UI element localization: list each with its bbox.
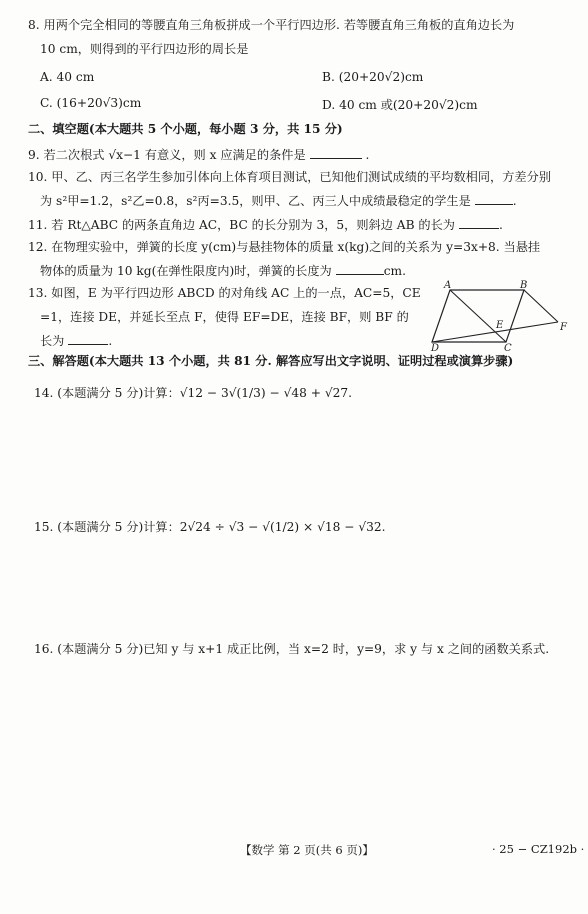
q10-line1: 10. 甲、乙、丙三名学生参加引体向上体育项目测试，已知他们测试成绩的平均数相同，方差分别 bbox=[28, 170, 551, 184]
section-answer-title: 三、解答题(本大题共 13 个小题，共 81 分. 解答应写出文字说明、证明过程或演算步骤) bbox=[28, 354, 514, 368]
section-fill-in-title: 二、填空题(本大题共 5 个小题，每小题 3 分，共 15 分) bbox=[28, 122, 343, 136]
q13-line3 bbox=[40, 332, 112, 350]
label-d: D bbox=[431, 343, 440, 354]
q15: 15. (本题满分 5 分)计算：2√24 ÷ √3 − √(1/2) × √18 − √32. bbox=[34, 520, 386, 534]
q12-line2-text: 物体的质量为 10 kg(在弹性限度内)时，弹簧的长度为 bbox=[40, 264, 332, 278]
q10-line2-text: 为 s²甲=1.2，s²乙=0.8，s²丙=3.5，则甲、乙、丙三人中成绩最稳定的学生是 bbox=[40, 194, 471, 208]
label-f: F bbox=[560, 322, 567, 333]
q8-line1: 8. 用两个完全相同的等腰直角三角板拼成一个平行四边形. 若等腰直角三角板的直角边长为 bbox=[28, 18, 515, 32]
page-footer-right: · 25 − CZ192b · bbox=[492, 842, 585, 856]
q16: 16. (本题满分 5 分)已知 y 与 x+1 成正比例，当 x=2 时，y=9，求 y 与 x 之间的函数关系式. bbox=[34, 642, 550, 656]
q14: 14. (本题满分 5 分)计算：√12 − 3√(1/3) − √48 + √27. bbox=[34, 386, 352, 400]
q8-option-c: C. (16+20√3)cm bbox=[40, 96, 142, 110]
label-e: E bbox=[496, 320, 504, 331]
q9-text: 9. 若二次根式 √x−1 有意义，则 x 应满足的条件是 bbox=[28, 148, 306, 162]
q12-blank bbox=[336, 262, 384, 275]
q9-end: . bbox=[365, 148, 370, 162]
q10-end: . bbox=[512, 194, 517, 208]
q8-option-d: D. 40 cm 或(20+20√2)cm bbox=[322, 98, 478, 112]
q11-end: . bbox=[498, 218, 503, 232]
label-a: A bbox=[444, 280, 452, 291]
q13-line1: 13. 如图，E 为平行四边形 ABCD 的对角线 AC 上的一点，AC=5，CE bbox=[28, 286, 421, 300]
q8-option-a: A. 40 cm bbox=[40, 70, 95, 84]
segment-bf bbox=[524, 290, 558, 322]
q11-blank bbox=[459, 216, 499, 229]
q11 bbox=[28, 216, 503, 234]
q11-text: 11. 若 Rt△ABC 的两条直角边 AC，BC 的长分别为 3，5，则斜边 AB 的长为 bbox=[28, 218, 455, 232]
q12-line2 bbox=[40, 262, 406, 280]
q10-line2 bbox=[40, 192, 517, 210]
parallelogram-figure bbox=[432, 280, 572, 352]
q10-blank bbox=[475, 192, 513, 205]
q9 bbox=[28, 146, 369, 164]
q13-blank bbox=[68, 332, 108, 345]
q13-line2: =1，连接 DE，并延长至点 F，使得 EF=DE，连接 BF，则 BF 的 bbox=[40, 310, 409, 324]
q8-option-b: B. (20+20√2)cm bbox=[322, 70, 424, 84]
q8-line2: 10 cm，则得到的平行四边形的周长是 bbox=[40, 42, 249, 56]
q12-unit: cm. bbox=[383, 264, 406, 278]
page-footer-center: 【数学 第 2 页(共 6 页)】 bbox=[240, 843, 374, 857]
q9-blank bbox=[310, 146, 362, 159]
label-b: B bbox=[520, 280, 528, 291]
q13-end: . bbox=[108, 334, 113, 348]
label-c: C bbox=[504, 343, 512, 354]
segment-df bbox=[432, 322, 558, 342]
q13-line3-text: 长为 bbox=[40, 334, 65, 348]
q12-line1: 12. 在物理实验中，弹簧的长度 y(cm)与悬挂物体的质量 x(kg)之间的关系为 y=3x+8. 当悬挂 bbox=[28, 240, 541, 254]
